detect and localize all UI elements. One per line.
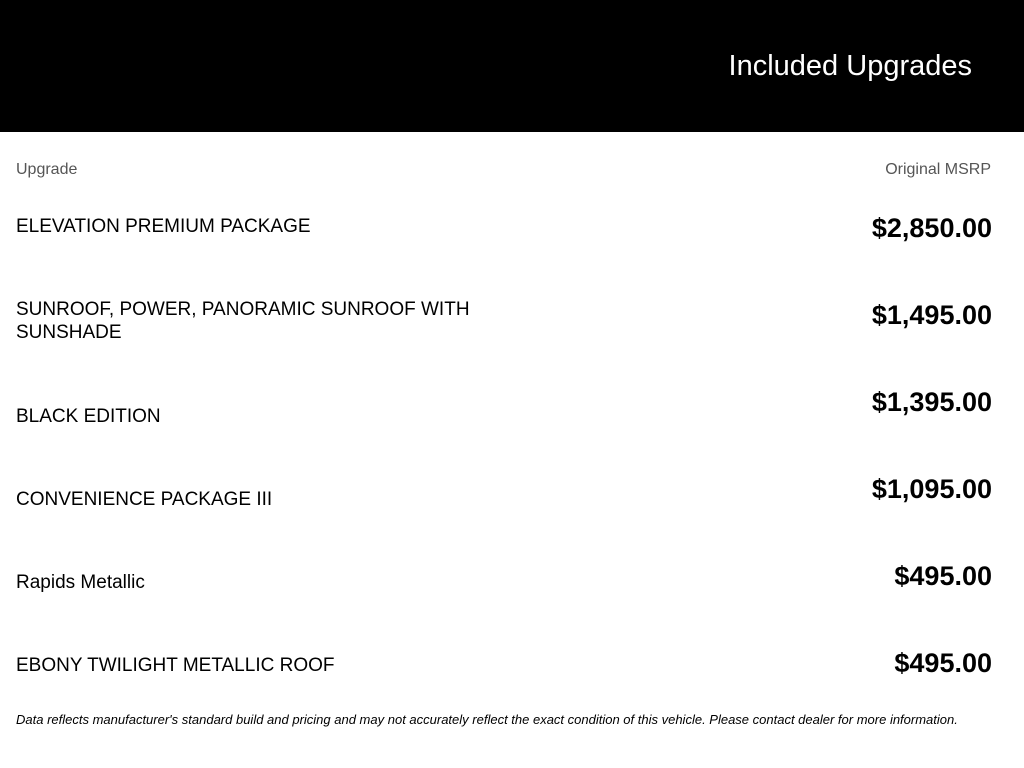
list-item — [0, 559, 1024, 619]
upgrade-name: EBONY TWILIGHT METALLIC ROOF — [16, 655, 335, 676]
list-item — [0, 646, 1024, 706]
list-item — [0, 385, 1024, 445]
column-header-upgrade: Upgrade — [16, 161, 78, 178]
upgrade-price: $2,850.00 — [871, 213, 992, 243]
upgrade-price: $1,495.00 — [871, 300, 992, 330]
upgrade-price: $1,095.00 — [871, 474, 992, 504]
upgrade-price: $495.00 — [894, 561, 992, 591]
upgrade-name: Rapids Metallic — [16, 572, 145, 593]
upgrade-price: $1,395.00 — [871, 387, 992, 417]
upgrade-name: SUNROOF, POWER, PANORAMIC SUNROOF WITH SUNSHADE — [16, 299, 470, 343]
page-title: Included Upgrades — [728, 50, 972, 82]
page-header — [0, 0, 1024, 132]
disclaimer-text: Data reflects manufacturer's standard build and pricing and may not accurately reflect the exact condition of this vehicle. Please contact dealer for more information. — [16, 712, 958, 727]
list-item — [0, 215, 1024, 275]
upgrade-name: ELEVATION PREMIUM PACKAGE — [16, 216, 311, 237]
list-item — [0, 472, 1024, 532]
upgrade-name: CONVENIENCE PACKAGE III — [16, 489, 273, 510]
list-item — [0, 298, 1024, 358]
upgrade-name: BLACK EDITION — [16, 406, 161, 427]
upgrade-price: $495.00 — [894, 648, 992, 678]
column-header-msrp: Original MSRP — [885, 161, 991, 178]
